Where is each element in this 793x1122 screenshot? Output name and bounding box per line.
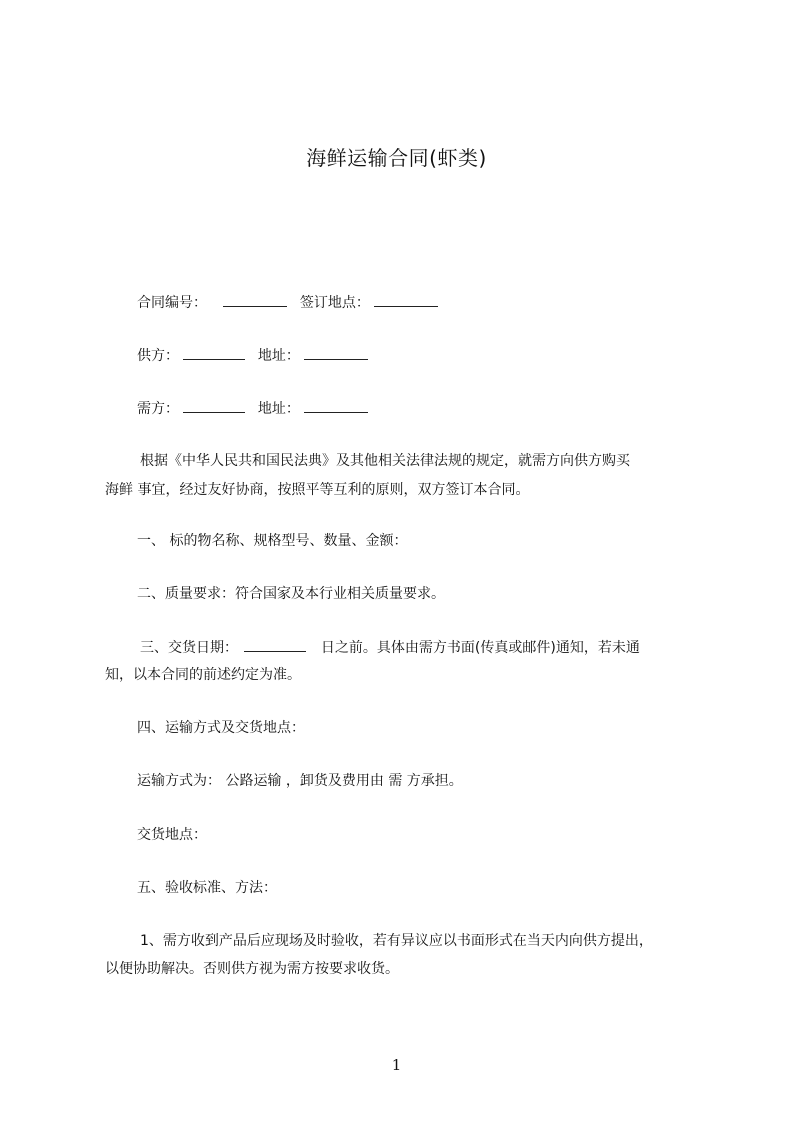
buyer-blank	[183, 398, 245, 413]
delivery-place: 交货地点：	[137, 827, 207, 843]
buyer-address-label: 地址：	[257, 401, 300, 417]
clause-1-heading: 一、 标的物名称、规格型号、数量、金额：	[137, 533, 408, 549]
clause-4-heading: 四、运输方式及交货地点：	[137, 720, 305, 736]
buyer-address-blank	[304, 398, 368, 413]
contract-no-blank	[223, 292, 287, 307]
buyer-line	[137, 398, 368, 419]
delivery-date-blank	[244, 637, 306, 652]
delivery-date-label: 三、交货日期：	[140, 640, 238, 656]
supplier-address-blank	[304, 345, 368, 360]
supplier-address-label: 地址：	[257, 348, 300, 364]
page-number: 1	[391, 1056, 402, 1074]
clause-3-line-2: 知，以本合同的前述约定为准。	[105, 667, 301, 683]
clause-2-quality: 二、质量要求：符合国家及本行业相关质量要求。	[137, 586, 445, 602]
document-title: 海鲜运输合同(虾类)	[306, 146, 487, 170]
sign-place-label: 签订地点：	[299, 295, 370, 311]
contract-no-line	[137, 292, 438, 313]
acceptance-item-1-line-1: 1、需方收到产品后应现场及时验收，若有异议应以书面形式在当天内向供方提出，	[140, 933, 653, 949]
clause-3-text: 日之前。具体由需方书面(传真或邮件)通知，若未通	[320, 640, 640, 656]
supplier-label: 供方：	[137, 348, 179, 364]
preamble-line-2: 海鲜 事宜，经过友好协商，按照平等互利的原则，双方签订本合同。	[105, 482, 530, 498]
acceptance-item-1-line-2: 以便协助解决。否则供方视为需方按要求收货。	[105, 961, 399, 977]
sign-place-blank	[374, 292, 438, 307]
preamble-line-1: 根据《中华人民共和国民法典》及其他相关法律法规的规定，就需方向供方购买	[140, 453, 630, 469]
supplier-blank	[183, 345, 245, 360]
supplier-line	[137, 345, 368, 366]
transport-method: 运输方式为： 公路运输 ，卸货及费用由 需 方承担。	[137, 773, 463, 789]
clause-5-heading: 五、验收标准、方法：	[137, 880, 277, 896]
buyer-label: 需方：	[137, 401, 179, 417]
clause-3-line-1	[140, 637, 640, 658]
contract-no-label: 合同编号：	[137, 295, 207, 311]
